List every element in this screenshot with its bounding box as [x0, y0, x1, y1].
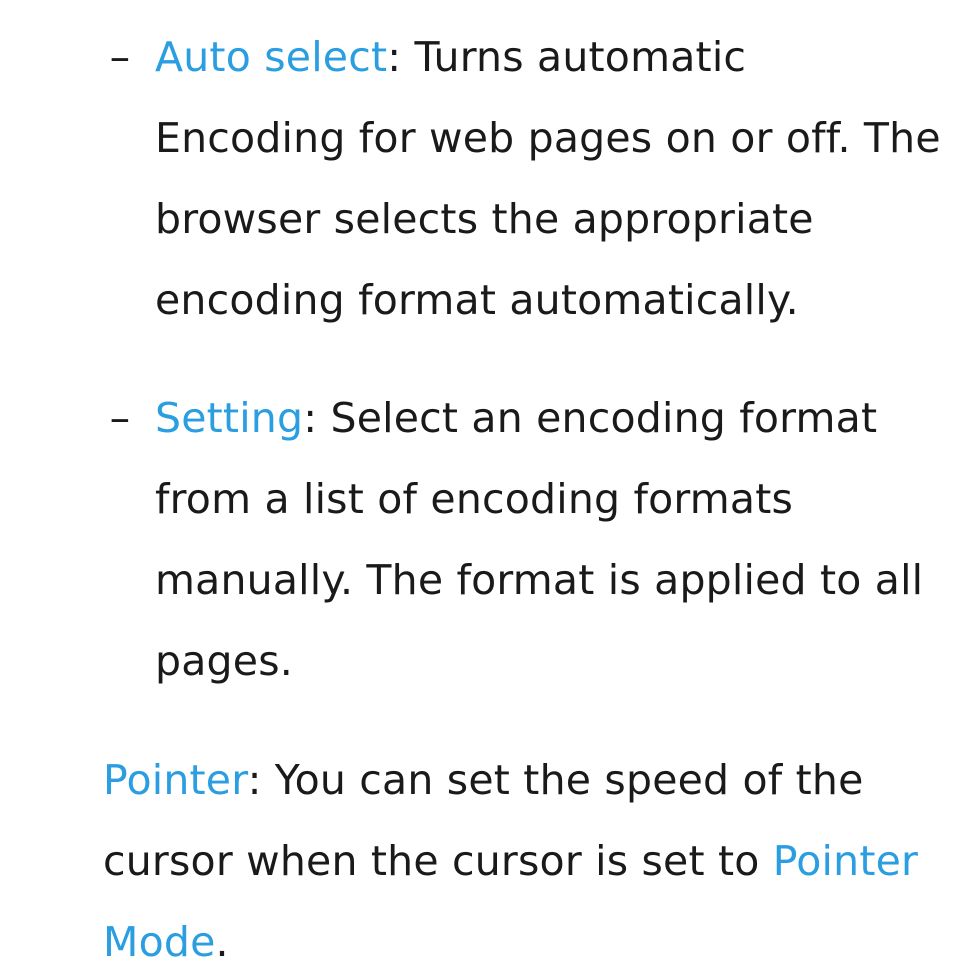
auto-select-term: Auto select [155, 33, 388, 81]
bullet-dash: – [109, 33, 131, 81]
bullet-dash: – [109, 394, 131, 442]
pointer-description: You can set the speed of the cursor when the cursor is set to [103, 756, 864, 885]
pointer-term: Pointer [103, 756, 248, 804]
pointer-option [103, 740, 943, 977]
auto-select-option [109, 17, 945, 341]
separator-colon: : [247, 756, 262, 804]
pointer-mode-term: Pointer Mode [103, 837, 919, 966]
setting-description: Select an encoding format from a list of encoding formats manually. The format is applied to all pages. [155, 394, 924, 685]
auto-select-description: Turns automatic Encoding for web pages on or off. The browser selects the appropriate encoding format automatically. [155, 33, 941, 324]
setting-term: Setting [155, 394, 304, 442]
period: . [215, 918, 229, 966]
separator-colon: : [387, 33, 402, 81]
separator-colon: : [303, 394, 318, 442]
setting-option [109, 378, 945, 702]
